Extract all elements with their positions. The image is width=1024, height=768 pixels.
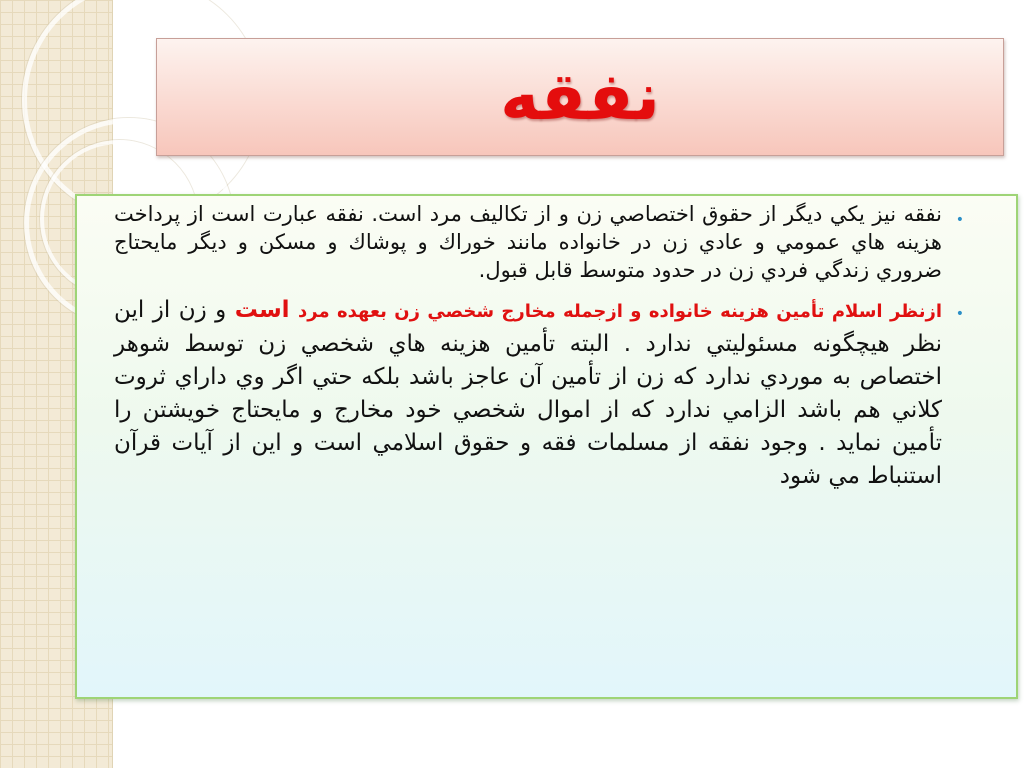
- bullet-item: [114, 294, 964, 493]
- bullet-dot-icon: •: [955, 306, 964, 322]
- bullet-text: نفقه نيز يكي ديگر از حقوق اختصاصي زن و از تكاليف مرد است. نفقه عبارت است از پرداخت هزينه هاي عمومي و عادي زن در خانواده مانند خوراك و پوشاك و مسكن و ديگر مايحتاج ضروري زندگي فردي زن در حدود متوسط قابل قبول.: [114, 202, 942, 282]
- bullet-item: [114, 200, 964, 284]
- content-box: [75, 194, 1018, 699]
- title-box: [156, 38, 1004, 156]
- bullet-text: و زن از اين نظر هيچگونه مسئوليتي ندارد . البته تأمين هزينه هاي شخصي زن توسط شوهر اختصاص به موردي ندارد كه زن از تأمين آن عاجز باشد بلكه حتي اگر وي داراي ثروت كلاني هم باشد الزامي ندارد كه از اموال شخصي خود مخارج و مايحتاج خويشتن را تأمين نمايد . وجود نفقه از مسلمات فقه و حقوق اسلامي است و اين از آيات قرآن استنباط مي شود: [114, 297, 942, 489]
- highlighted-word: است: [234, 297, 290, 323]
- bullet-dot-icon: •: [955, 212, 964, 228]
- highlighted-lead-text: ازنظر اسلام تأمين هزينه خانواده و ازجمله مخارج شخصي زن بعهده مرد: [298, 301, 943, 322]
- bullet-list: [114, 200, 964, 493]
- slide-title: نفقه: [500, 58, 660, 135]
